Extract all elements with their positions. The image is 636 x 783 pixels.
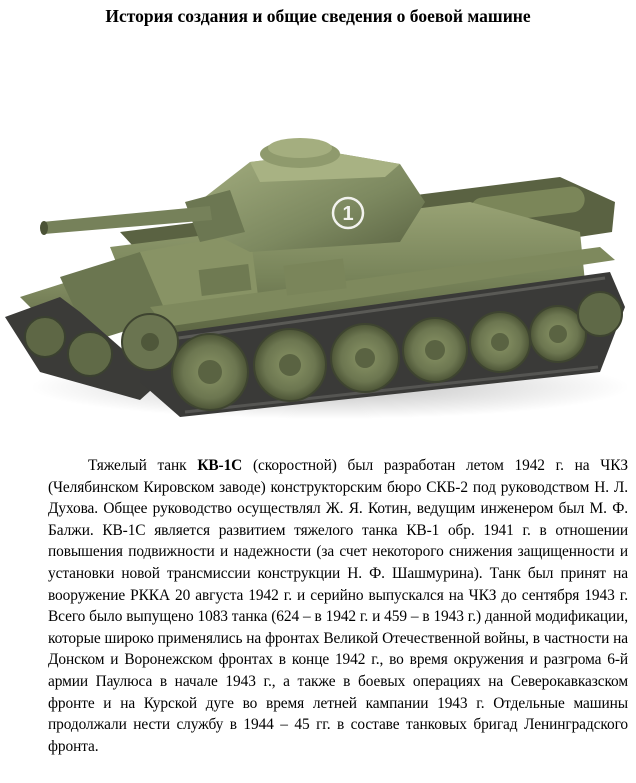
paragraph-lead: Тяжелый танк [88,457,198,474]
paragraph-rest: (скоростной) был разработан летом 1942 г. на ЧКЗ (Челябинском Кировском заводе) конструкторским бюро СКБ-2 под руководством Н. Л. Духова. Общее руководство осуществлял Ж. Я. Котин, ведущим инженером был М. Ф. Балжи. КВ-1С является развитием тяжелого танка КВ-1 обр. 1941 г. в отношении повышения подвижности и надежности (за счет некоторого снижения защищенности и установки новой трансмиссии конструкции Н. Ф. Шашмурина). Танк был принят на вооружение РККА 20 августа 1942 г. и серийно выпускался на ЧКЗ до сентября 1943 г. Всего было выпущено 1083 танка (624 – в 1942 г. и 459 – в 1943 г.) данной модификации, которые широко применялись на фронтах Великой Отечественной войны, в частности на Донском и Воронежском фронтах в конце 1942 г., во время окружения и разгрома 6-й армии Паулюса в начале 1943 г., а также в боевых операциях на Северокавказском фронте и на Курской дуге во время летней кампании 1943 г. Отдельные машины продолжали нести службу в 1944 – 45 гг. в составе танковых бригад Ленинградского фронта. [48,457,628,755]
turret-number: 1 [342,203,354,225]
tank-illustration-svg [0,82,636,427]
tank-name: КВ-1С [197,457,243,474]
page-title: История создания и общие сведения о боевой машине [105,6,531,26]
left-road-wheel [25,317,65,357]
tank-illustration [0,82,636,427]
left-road-wheel [68,332,112,376]
body-paragraph [48,455,628,757]
drive-sprocket [578,292,622,336]
